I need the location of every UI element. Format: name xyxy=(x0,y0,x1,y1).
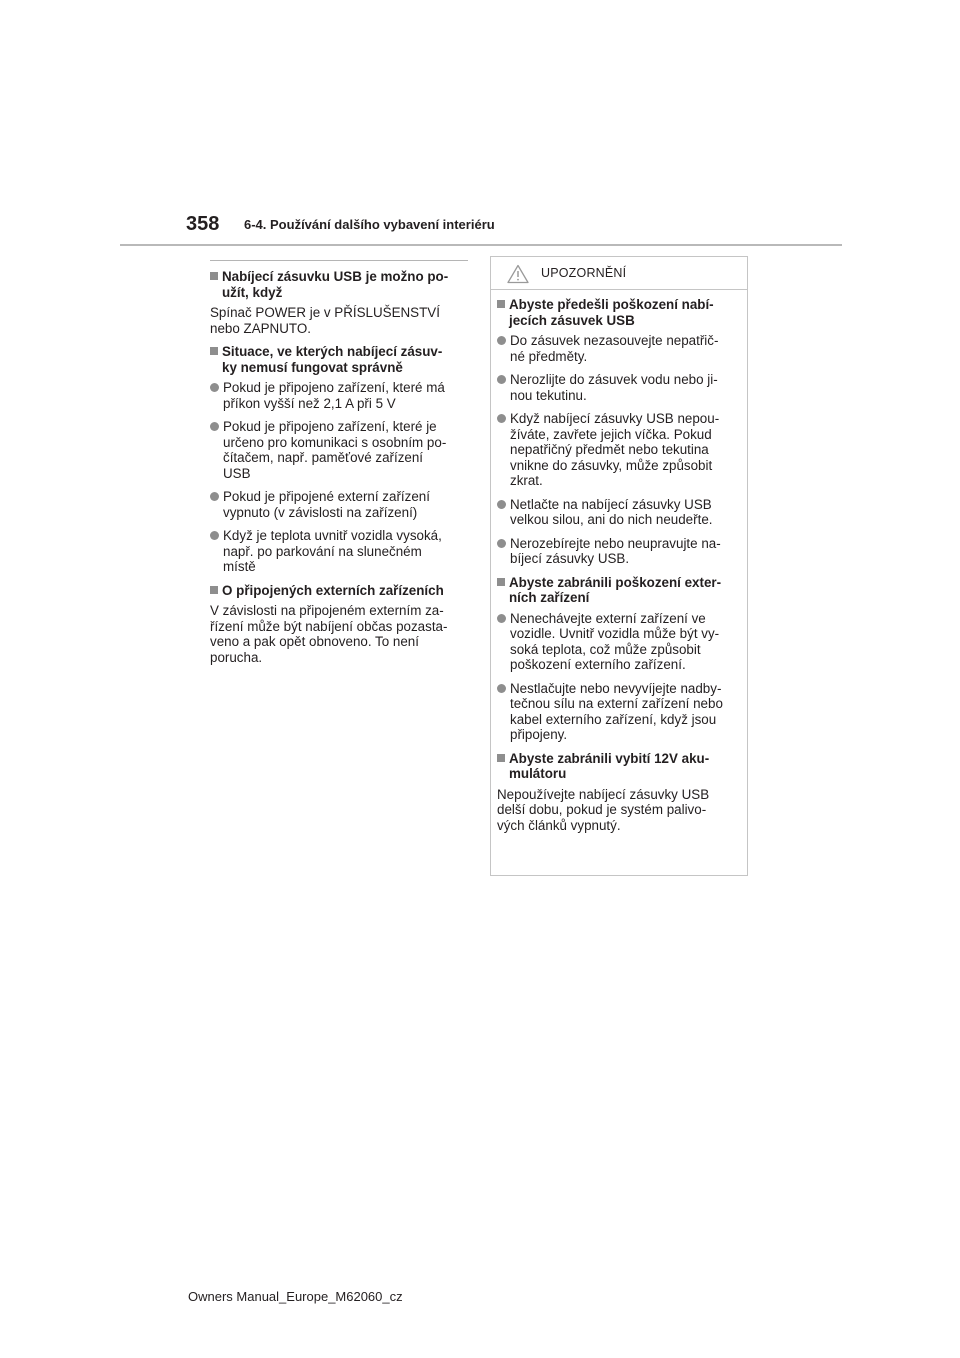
list-item xyxy=(210,419,468,481)
round-bullet-icon xyxy=(210,492,219,501)
list-item xyxy=(497,497,741,528)
paragraph-charging-pause: V závislosti na připojeném externím za- řízení může být nabíjení občas pozasta- veno a pak opět obnoveno. To není porucha. xyxy=(210,603,448,665)
list-item-text: Pokud je připojené externí zařízení vypnuto (v závislosti na zařízení) xyxy=(223,489,430,520)
round-bullet-icon xyxy=(497,414,506,423)
list-item xyxy=(497,372,741,403)
warning-body xyxy=(491,290,747,833)
header-rule xyxy=(120,244,842,246)
subheading-external-devices xyxy=(210,583,468,599)
list-item xyxy=(210,528,468,575)
list-item xyxy=(497,611,741,673)
footer-manual-id: Owners Manual_Europe_M62060_cz xyxy=(188,1289,403,1304)
list-item xyxy=(497,681,741,743)
subheading-text: Abyste zabránili poškození exter- ních zařízení xyxy=(509,574,722,605)
column-top-rule xyxy=(210,260,468,261)
subheading-text: Nabíjecí zásuvku USB je možno po- užít, když xyxy=(222,269,449,300)
list-item-text: Nenechávejte externí zařízení ve vozidle. Uvnitř vozidla může být vy- soká teplota, což může způsobit poškození externího zařízení. xyxy=(510,610,720,672)
warning-header xyxy=(491,257,747,290)
list-item xyxy=(210,380,468,411)
list-item-text: Pokud je připojeno zařízení, které je určeno pro komunikaci s osobním po- čítačem, např. paměťové zařízení USB xyxy=(223,419,447,481)
list-item-text: Netlačte na nabíjecí zásuvky USB velkou silou, ani do nich neudeřte. xyxy=(510,496,713,527)
subheading-text: Situace, ve kterých nabíjecí zásuv- ky nemusí fungovat správně xyxy=(222,344,443,375)
round-bullet-icon xyxy=(497,539,506,548)
round-bullet-icon xyxy=(210,531,219,540)
round-bullet-icon xyxy=(497,375,506,384)
square-bullet-icon xyxy=(497,300,505,308)
list-item-text: Nestlačujte nebo nevyvíjejte nadby- tečnou sílu na externí zařízení nebo kabel externího zařízení, když jsou připojeny. xyxy=(510,680,723,742)
list-item xyxy=(210,489,468,520)
subheading-text: O připojených externích zařízeních xyxy=(222,582,444,598)
subheading-prevent-usb-damage xyxy=(497,297,741,328)
subheading-usb-availability xyxy=(210,269,468,300)
list-item xyxy=(497,536,741,567)
left-column xyxy=(210,260,468,673)
warning-box xyxy=(490,256,748,876)
square-bullet-icon xyxy=(497,754,505,762)
square-bullet-icon xyxy=(210,586,218,594)
list-item-text: Když je teplota uvnitř vozidla vysoká, např. po parkování na slunečném místě xyxy=(223,528,442,574)
subheading-prevent-device-damage xyxy=(497,575,741,606)
round-bullet-icon xyxy=(497,614,506,623)
list-item xyxy=(497,333,741,364)
round-bullet-icon xyxy=(497,336,506,345)
list-item-text: Když nabíjecí zásuvky USB nepou- žíváte, zavřete jejich víčka. Pokud nepatřičný předmět nebo tekutina vnikne do zásuvky, může způsobit zkrat. xyxy=(510,411,720,488)
subheading-prevent-battery-drain xyxy=(497,751,741,782)
list-item-text: Nerozlijte do zásuvek vodu nebo ji- nou tekutinu. xyxy=(510,372,718,403)
section-title: 6-4. Používání dalšího vybavení interiéru xyxy=(244,217,495,232)
square-bullet-icon xyxy=(210,347,218,355)
subheading-text: Abyste zabránili vybití 12V aku- mulátoru xyxy=(509,750,710,781)
page-number: 358 xyxy=(186,213,220,235)
paragraph-battery-note: Nepoužívejte nabíjecí zásuvky USB delší dobu, pokud je systém palivo- vých článků vypnutý. xyxy=(497,786,710,833)
list-item-text: Nerozebírejte nebo neupravujte na- bíjecí zásuvky USB. xyxy=(510,535,721,566)
list-item-text: Do zásuvek nezasouvejte nepatřič- né předměty. xyxy=(510,333,719,364)
round-bullet-icon xyxy=(210,383,219,392)
list-item xyxy=(497,411,741,489)
square-bullet-icon xyxy=(210,272,218,280)
paragraph-power-switch: Spínač POWER je v PŘÍSLUŠENSTVÍ nebo ZAPNUTO. xyxy=(210,305,440,336)
subheading-text: Abyste předešli poškození nabí- jecích zásuvek USB xyxy=(509,297,714,328)
list-item-text: Pokud je připojeno zařízení, které má příkon vyšší než 2,1 A při 5 V xyxy=(223,380,445,411)
warning-triangle-icon xyxy=(507,264,529,284)
square-bullet-icon xyxy=(497,578,505,586)
round-bullet-icon xyxy=(497,684,506,693)
subheading-malfunction-situations xyxy=(210,344,468,375)
warning-title: UPOZORNĚNÍ xyxy=(541,266,627,280)
round-bullet-icon xyxy=(210,422,219,431)
round-bullet-icon xyxy=(497,500,506,509)
